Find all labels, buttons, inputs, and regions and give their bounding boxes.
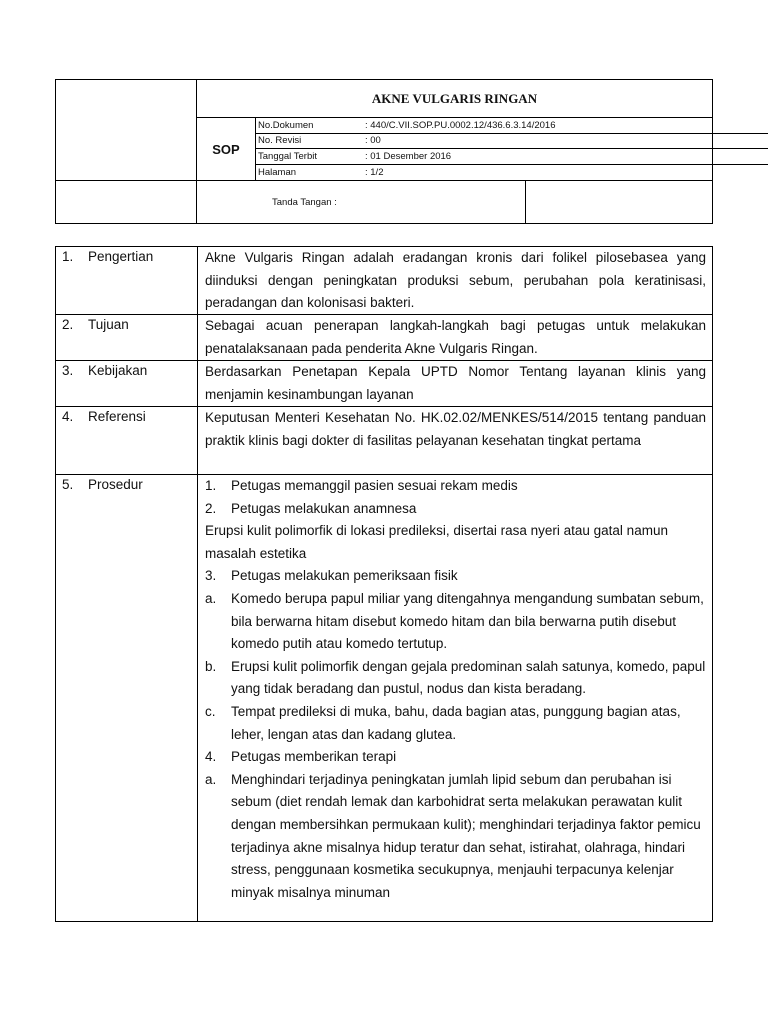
meta-row-page [255,165,768,181]
section-label: 1. Pengertian [62,249,154,264]
meta-value: : 1/2 [365,166,384,178]
document-meta [255,118,768,180]
meta-row-document-number [255,118,768,134]
list-item: c. Tempat predileksi di muka, bahu, dada bagian atas, punggung bagian atas, leher, lengan atas dan kadang glutea. [205,703,681,742]
section-label: 3. Kebijakan [62,363,148,378]
logo-cell [56,80,197,180]
meta-row-issue-date [255,149,768,165]
meta-key: No.Dokumen [258,119,314,131]
sop-content-table [55,246,713,922]
paragraph: Erupsi kulit polimorfik di lokasi predileksi, disertai rasa nyeri atau gatal namun masalah estetika [205,523,668,561]
section-text: Keputusan Menteri Kesehatan No. HK.02.02/MENKES/514/2015 tentang panduan praktik klinis bagi dokter di fasilitas pelayanan kesehatan tingkat pertama [205,410,706,448]
list-item: 3. Petugas melakukan pemeriksaan fisik [205,568,458,584]
section-text: Berdasarkan Penetapan Kepala UPTD Nomor Tentang layanan klinis yang menjamin kesinambungan layanan [205,364,706,402]
meta-value: : 00 [365,135,381,147]
list-item: a. Menghindari terjadinya peningkatan jumlah lipid sebum dan perubahan isi sebum (diet rendah lemak dan karbohidrat serta melakukan perawatan kulit dengan membersihkan permukaan kulit); menghindari terjadinya faktor pemicu terjadinya akne misalnya hidup teratur dan sehat, istirahat, olahraga, hindari stress, penggunaan kosmetika secukupnya, menjauhi terpacunya kelenjar minyak misalnya minuman [205,771,701,900]
document-title: AKNE VULGARIS RINGAN [197,80,712,118]
sop-header-table [55,79,713,224]
section-label: 2. Tujuan [62,317,129,332]
meta-row-revision [255,134,768,150]
section-prosedur [56,475,712,921]
section-text: Akne Vulgaris Ringan adalah eradangan kronis dari folikel pilosebasea yang diinduksi dengan peningkatan produksi sebum, perubahan pola keratinisasi, peradangan dan kolonisasi bakteri. [205,250,706,311]
section-label: 4. Referensi [62,409,146,424]
sop-label: SOP [212,141,240,157]
meta-key: No. Revisi [258,135,302,147]
list-item: 1. Petugas memanggil pasien sesuai rekam medis [205,478,518,493]
list-item: b. Erupsi kulit polimorfik dengan gejala predominan salah satunya, komedo, papul yang tidak beradang dan pustul, nodus dan kista beradang. [205,658,706,697]
section-pengertian [56,247,712,315]
list-item: 2. Petugas melakukan anamnesa [205,500,417,516]
section-text: Sebagai acuan penerapan langkah-langkah bagi petugas untuk melakukan penatalaksanaan pada penderita Akne Vulgaris Ringan. [205,318,706,356]
section-label: 5. Prosedur [62,477,143,492]
section-kebijakan [56,361,712,407]
section-text [205,475,706,904]
meta-value: : 01 Desember 2016 [365,150,452,162]
signature-left-cell [56,180,197,224]
meta-key: Halaman [258,166,297,178]
signature-label: Tanda Tangan : [272,196,337,208]
signature-cell [197,180,526,224]
list-item: a. Komedo berupa papul miliar yang ditengahnya mengandung sumbatan sebum, bila berwarna hitam disebut komedo hitam dan bila berwarna putih disebut komedo putih atau komedo tertutup. [205,590,704,652]
section-tujuan [56,315,712,361]
meta-key: Tanggal Terbit [258,150,317,162]
section-referensi [56,407,712,475]
meta-value: : 440/C.VII.SOP.PU.0002.12/436.6.3.14/2016 [365,119,556,131]
list-item: 4. Petugas memberikan terapi [205,749,397,765]
